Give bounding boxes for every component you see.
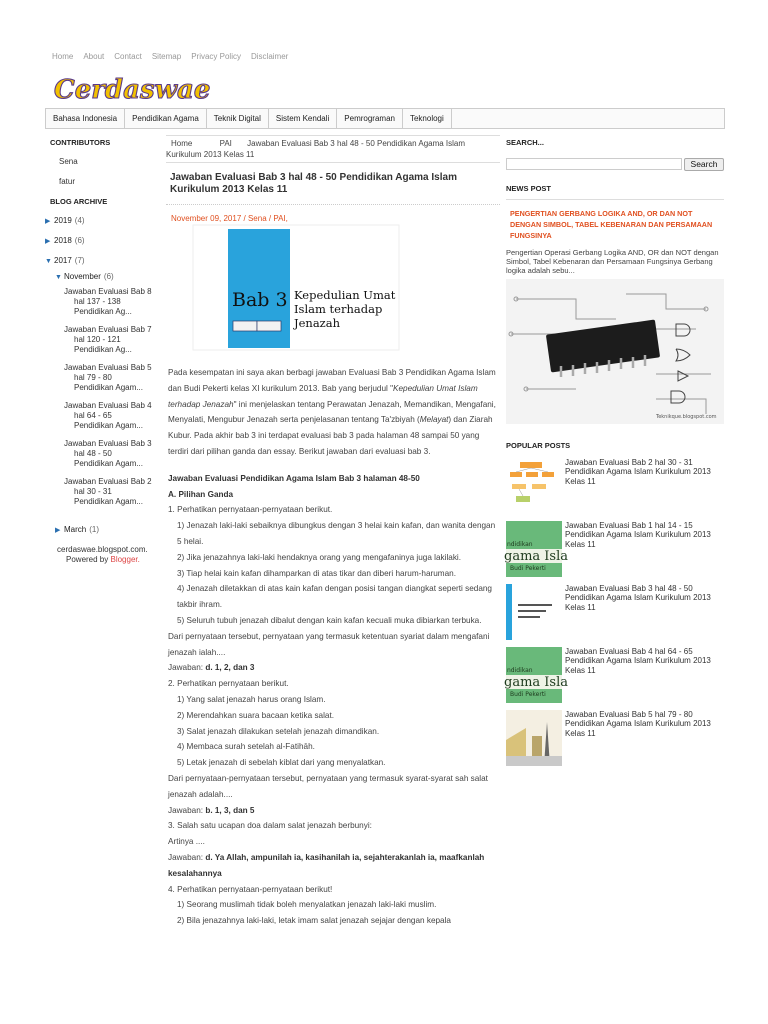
post-line[interactable]: hal 79 - 80 (74, 373, 112, 382)
intro-paragraph (168, 365, 500, 460)
question-item: 1) Seorang muslimah tidak boleh menyalatkan jenazah laki-laki muslim. (177, 900, 437, 910)
intro-italic: Kepedulian Umat Islam terhadap Jenazah (168, 383, 478, 409)
archive-post-link[interactable] (45, 401, 160, 431)
collapsed-triangle-icon[interactable]: ▶ (55, 527, 61, 534)
question-3: 3. Salah satu ucapan doa dalam salat jenazah berbunyi: (168, 821, 372, 831)
answer-2 (168, 803, 500, 819)
popular-post[interactable] (506, 584, 724, 640)
post-hero-image (193, 225, 399, 350)
sidebar-footer (45, 545, 160, 565)
question-item: 1) Yang salat jenazah harus orang Islam. (177, 694, 326, 704)
archive-year-label[interactable]: 2018 (54, 236, 72, 245)
archive-year-2019[interactable] (45, 216, 160, 225)
left-sidebar (45, 138, 160, 565)
category-menu (45, 108, 725, 129)
breadcrumb-current: Jawaban Evaluasi Bab 3 hal 48 - 50 Pendidikan Agama Islam Kurikulum 2013 Kelas 11 (166, 139, 466, 159)
search-input[interactable] (506, 158, 682, 170)
nav-home[interactable]: Home (52, 52, 74, 61)
logo-text: Cerdaswae (54, 75, 211, 105)
archive-post-link[interactable] (45, 287, 160, 317)
answer-value: d. 1, 2, dan 3 (205, 663, 255, 673)
post-line[interactable]: Pendidikan Ag... (74, 345, 132, 354)
category-teknologi[interactable]: Teknologi (403, 109, 452, 128)
intro-text: Pada kesempatan ini saya akan berbagi jawaban Evaluasi Bab 3 Pendidikan Agama Islam dan Budi Pekerti kelas XI kurikulum 2013. Bab yang berjudul " (168, 368, 496, 393)
intro-text: " ini menjelaskan tentang Perawatan Jenazah, Memandikan, Mengafani, Menyalati, Mengubur Jenazah serta penjelasanan tentang Ta'zbiyah ( (168, 399, 496, 425)
answer-value: d. Ya Allah, ampunilah ia, kasihanilah ia, sejahterakanlah ia, maafkanlah kesalahannya (168, 852, 485, 878)
nav-about[interactable]: About (83, 52, 105, 61)
category-pemrograman[interactable]: Pemrograman (337, 109, 403, 128)
question-item: 5) Letak jenazah di sebelah kiblat dari yang menyalatkan. (177, 758, 386, 768)
blogger-link[interactable]: Blogger. (110, 555, 140, 564)
site-logo[interactable] (52, 70, 211, 106)
category-pendidikan-agama[interactable]: Pendidikan Agama (125, 109, 207, 128)
post-line[interactable]: Pendidikan Agam... (74, 497, 143, 506)
archive-month-label[interactable]: March (64, 525, 87, 534)
popular-post[interactable] (506, 710, 724, 766)
archive-count: (7) (74, 256, 85, 265)
hero-line-1: Kepedulian Umat (294, 288, 396, 302)
post-body (168, 365, 500, 929)
question-2: 2. Perhatikan pernyataan berikut. (168, 679, 289, 689)
question-item: 2) Bila jenazahnya laki-laki, letak imam salat jenazah sejajar dengan kepala (177, 916, 451, 926)
post-date[interactable]: November 09, 2017 (171, 214, 242, 223)
post-label[interactable]: PAI, (273, 214, 288, 223)
top-nav (52, 52, 288, 61)
thumb-text: Budi Pekerti (510, 691, 546, 698)
post-meta: November 09, 2017 / Sena / PAI, (171, 214, 288, 223)
question-item: 3) Tiap helai kain kafan dihamparkan di atas tikar dan diberi harum-haruman. (177, 568, 456, 578)
question-item: 5) Seluruh tubuh jenazah dibalut dengan kain kafan kecuali muka dibiarkan terbuka. (177, 615, 482, 625)
archive-month-march[interactable] (45, 525, 160, 534)
answer-label: Jawaban: (168, 663, 206, 673)
category-teknik-digital[interactable]: Teknik Digital (207, 109, 269, 128)
intro-text: ) dan Ziarah Kubur. Pada akhir bab 3 ini terdapat evaluasi bab 3 pada halaman 48 sampai 50 yang terdiri dari pilihan ganda dan essay. Berikut jawaban dari evaluasi bab 3. (168, 415, 493, 456)
post-author[interactable]: Sena (247, 214, 267, 223)
contributors-heading: CONTRIBUTORS (50, 138, 111, 147)
post-line[interactable]: Jawaban Evaluasi Bab 2 (64, 477, 152, 486)
contributor-fatur[interactable]: fatur (59, 177, 76, 186)
question-4: 4. Perhatikan pernyataan-pernyataan berikut! (168, 884, 333, 894)
post-line[interactable]: Jawaban Evaluasi Bab 4 (64, 401, 152, 410)
nav-contact[interactable]: Contact (114, 52, 142, 61)
post-thumbnail[interactable] (506, 458, 562, 514)
nav-privacy-policy[interactable]: Privacy Policy (191, 52, 241, 61)
question-item: 1) Jenazah laki-laki sebaiknya dibungkus dengan 3 helai kain kafan, dan wanita dengan 5 helai. (177, 521, 496, 546)
news-post-image[interactable] (506, 279, 724, 424)
post-line[interactable]: hal 120 - 121 (74, 335, 121, 344)
archive-count: (4) (74, 216, 85, 225)
question-tail: Artinya .... (168, 837, 205, 847)
post-line[interactable]: Pendidikan Ag... (74, 307, 132, 316)
hero-bab-text: Bab 3 (232, 289, 288, 311)
archive-post-link[interactable] (45, 477, 160, 507)
question-item: 2) Jika jenazahnya laki-laki hendaknya orang yang mengafaninya juga lakilaki. (177, 552, 462, 562)
post-line[interactable]: Pendidikan Agam... (74, 383, 143, 392)
archive-post-link[interactable] (45, 439, 160, 469)
nav-disclaimer[interactable]: Disclaimer (250, 52, 289, 61)
archive-year-label[interactable]: 2017 (54, 256, 72, 265)
post-line[interactable]: hal 137 - 138 (74, 297, 121, 306)
image-caption: Teknikque.blogspot.com (656, 414, 717, 420)
popular-posts-heading: POPULAR POSTS (506, 441, 571, 450)
hero-line-3: Jenazah (294, 316, 340, 330)
post-thumbnail[interactable] (504, 521, 568, 577)
thumb-text: gama Isla (504, 675, 568, 690)
answer-label: Jawaban: (168, 805, 206, 815)
post-thumbnail[interactable] (504, 647, 568, 703)
popular-post[interactable] (506, 647, 724, 703)
popular-post-title[interactable]: Jawaban Evaluasi Bab 3 hal 48 - 50 Pendidikan Agama Islam Kurikulum 2013 Kelas 11 (565, 584, 711, 612)
breadcrumb-home[interactable]: Home (171, 139, 193, 148)
archive-count: (6) (103, 272, 114, 281)
post-line[interactable]: Pendidikan Agam... (74, 421, 143, 430)
post-line[interactable]: hal 64 - 65 (74, 411, 112, 420)
archive-post-link[interactable] (45, 363, 160, 393)
post-title: Jawaban Evaluasi Bab 3 hal 48 - 50 Pendidikan Agama Islam Kurikulum 2013 Kelas 11 (170, 172, 457, 195)
hero-line-2: Islam terhadap (294, 302, 383, 316)
post-line[interactable]: Jawaban Evaluasi Bab 5 (64, 363, 152, 372)
popular-post-title[interactable]: Jawaban Evaluasi Bab 1 hal 14 - 15 Pendidikan Agama Islam Kurikulum 2013 Kelas 11 (565, 521, 711, 549)
thumb-text: Budi Pekerti (510, 565, 546, 572)
post-thumbnail[interactable] (506, 584, 562, 640)
question-tail: Dari pernyataan-pernyataan tersebut, pernyataan yang termasuk syarat-syarat sah salat jenazah adalah.... (168, 773, 488, 799)
post-line[interactable]: Pendidikan Agam... (74, 459, 143, 468)
search-button[interactable]: Search (684, 158, 724, 171)
popular-post-title[interactable]: Jawaban Evaluasi Bab 4 hal 64 - 65 Pendidikan Agama Islam Kurikulum 2013 Kelas 11 (565, 647, 711, 675)
expanded-triangle-icon[interactable]: ▼ (45, 258, 52, 265)
archive-month-november[interactable] (45, 272, 160, 281)
question-tail: Dari pernyataan tersebut, pernyataan yang termasuk ketentuan syariat dalam mengafani jenazah ialah.... (168, 631, 490, 657)
section-title: Jawaban Evaluasi Pendidikan Agama Islam Bab 3 halaman 48-50 (168, 473, 420, 483)
popular-posts-list (506, 458, 724, 766)
archive-count: (6) (74, 236, 85, 245)
post-thumbnail[interactable] (506, 710, 562, 766)
nav-sitemap[interactable]: Sitemap (151, 52, 182, 61)
question-item: 4) Jenazah diletakkan di atas kain kafan dengan posisi tangan diangkat seperti sedang takbir ihram. (177, 584, 492, 610)
post-main (166, 135, 500, 926)
archive-year-2017[interactable] (45, 256, 160, 265)
archive-count: (1) (89, 525, 100, 534)
archive-year-label[interactable]: 2019 (54, 216, 72, 225)
footer-site: cerdaswae.blogspot.com. (57, 545, 148, 554)
answer-3 (168, 850, 500, 882)
intro-italic: Melayat (419, 415, 449, 425)
footer-powered-line (57, 555, 160, 565)
expanded-triangle-icon[interactable]: ▼ (55, 274, 62, 281)
archive-post-link[interactable] (45, 325, 160, 355)
popular-post-title[interactable]: Jawaban Evaluasi Bab 5 hal 79 - 80 Pendidikan Agama Islam Kurikulum 2013 Kelas 11 (565, 710, 711, 738)
post-line[interactable]: hal 48 - 50 (74, 449, 112, 458)
thumb-text: ndidikan (507, 541, 533, 548)
popular-post[interactable] (506, 521, 724, 577)
collapsed-triangle-icon[interactable]: ▶ (45, 218, 51, 225)
collapsed-triangle-icon[interactable]: ▶ (45, 238, 51, 245)
post-line[interactable]: Jawaban Evaluasi Bab 7 (64, 325, 152, 334)
search-box (506, 158, 724, 171)
answer-value: b. 1, 3, dan 5 (205, 805, 255, 815)
search-heading: SEARCH... (506, 138, 544, 147)
breadcrumb (166, 135, 500, 163)
divider (166, 204, 500, 205)
news-post-heading: NEWS POST (506, 184, 552, 193)
footer-powered: Powered by (66, 555, 109, 564)
thumb-text: ndidikan (507, 667, 533, 674)
contributor-sena[interactable]: Sena (59, 157, 78, 166)
news-post-title[interactable]: PENGERTIAN GERBANG LOGIKA AND, OR DAN NOT DENGAN SIMBOL, TABEL KEBENARAN DAN PERSAMAAN FUNGSINYA (510, 209, 713, 240)
right-sidebar (506, 138, 724, 773)
answer-label: Jawaban: (168, 852, 206, 862)
question-1: 1. Perhatikan pernyataan-pernyataan berikut. (168, 505, 333, 515)
news-post-excerpt: Pengertian Operasi Gerbang Logika AND, OR dan NOT dengan Simbol, Tabel Kebenaran dan Persamaan Fungsinya Gerbang logika adalah sebu... (506, 248, 719, 275)
blog-archive-heading: BLOG ARCHIVE (50, 197, 108, 206)
question-item: 2) Merendahkan suara bacaan ketika salat. (177, 710, 335, 720)
archive-year-2018[interactable] (45, 236, 160, 245)
popular-post[interactable] (506, 458, 724, 514)
popular-post-title[interactable]: Jawaban Evaluasi Bab 2 hal 30 - 31 Pendidikan Agama Islam Kurikulum 2013 Kelas 11 (565, 458, 711, 486)
post-line[interactable]: Jawaban Evaluasi Bab 8 (64, 287, 152, 296)
category-sistem-kendali[interactable]: Sistem Kendali (269, 109, 337, 128)
question-item: 3) Salat jenazah dilakukan setelah jenazah dimandikan. (177, 726, 380, 736)
archive-month-label[interactable]: November (64, 272, 101, 281)
post-line[interactable]: Jawaban Evaluasi Bab 3 (64, 439, 152, 448)
answer-1 (168, 660, 500, 676)
breadcrumb-pai[interactable]: PAI (219, 139, 232, 148)
question-item: 4) Membaca surah setelah al-Fatihāh. (177, 742, 315, 752)
thumb-text: gama Isla (504, 549, 568, 564)
section-subtitle: A. Pilihan Ganda (168, 489, 234, 499)
post-line[interactable]: hal 30 - 31 (74, 487, 112, 496)
category-bahasa-indonesia[interactable]: Bahasa Indonesia (46, 109, 125, 128)
